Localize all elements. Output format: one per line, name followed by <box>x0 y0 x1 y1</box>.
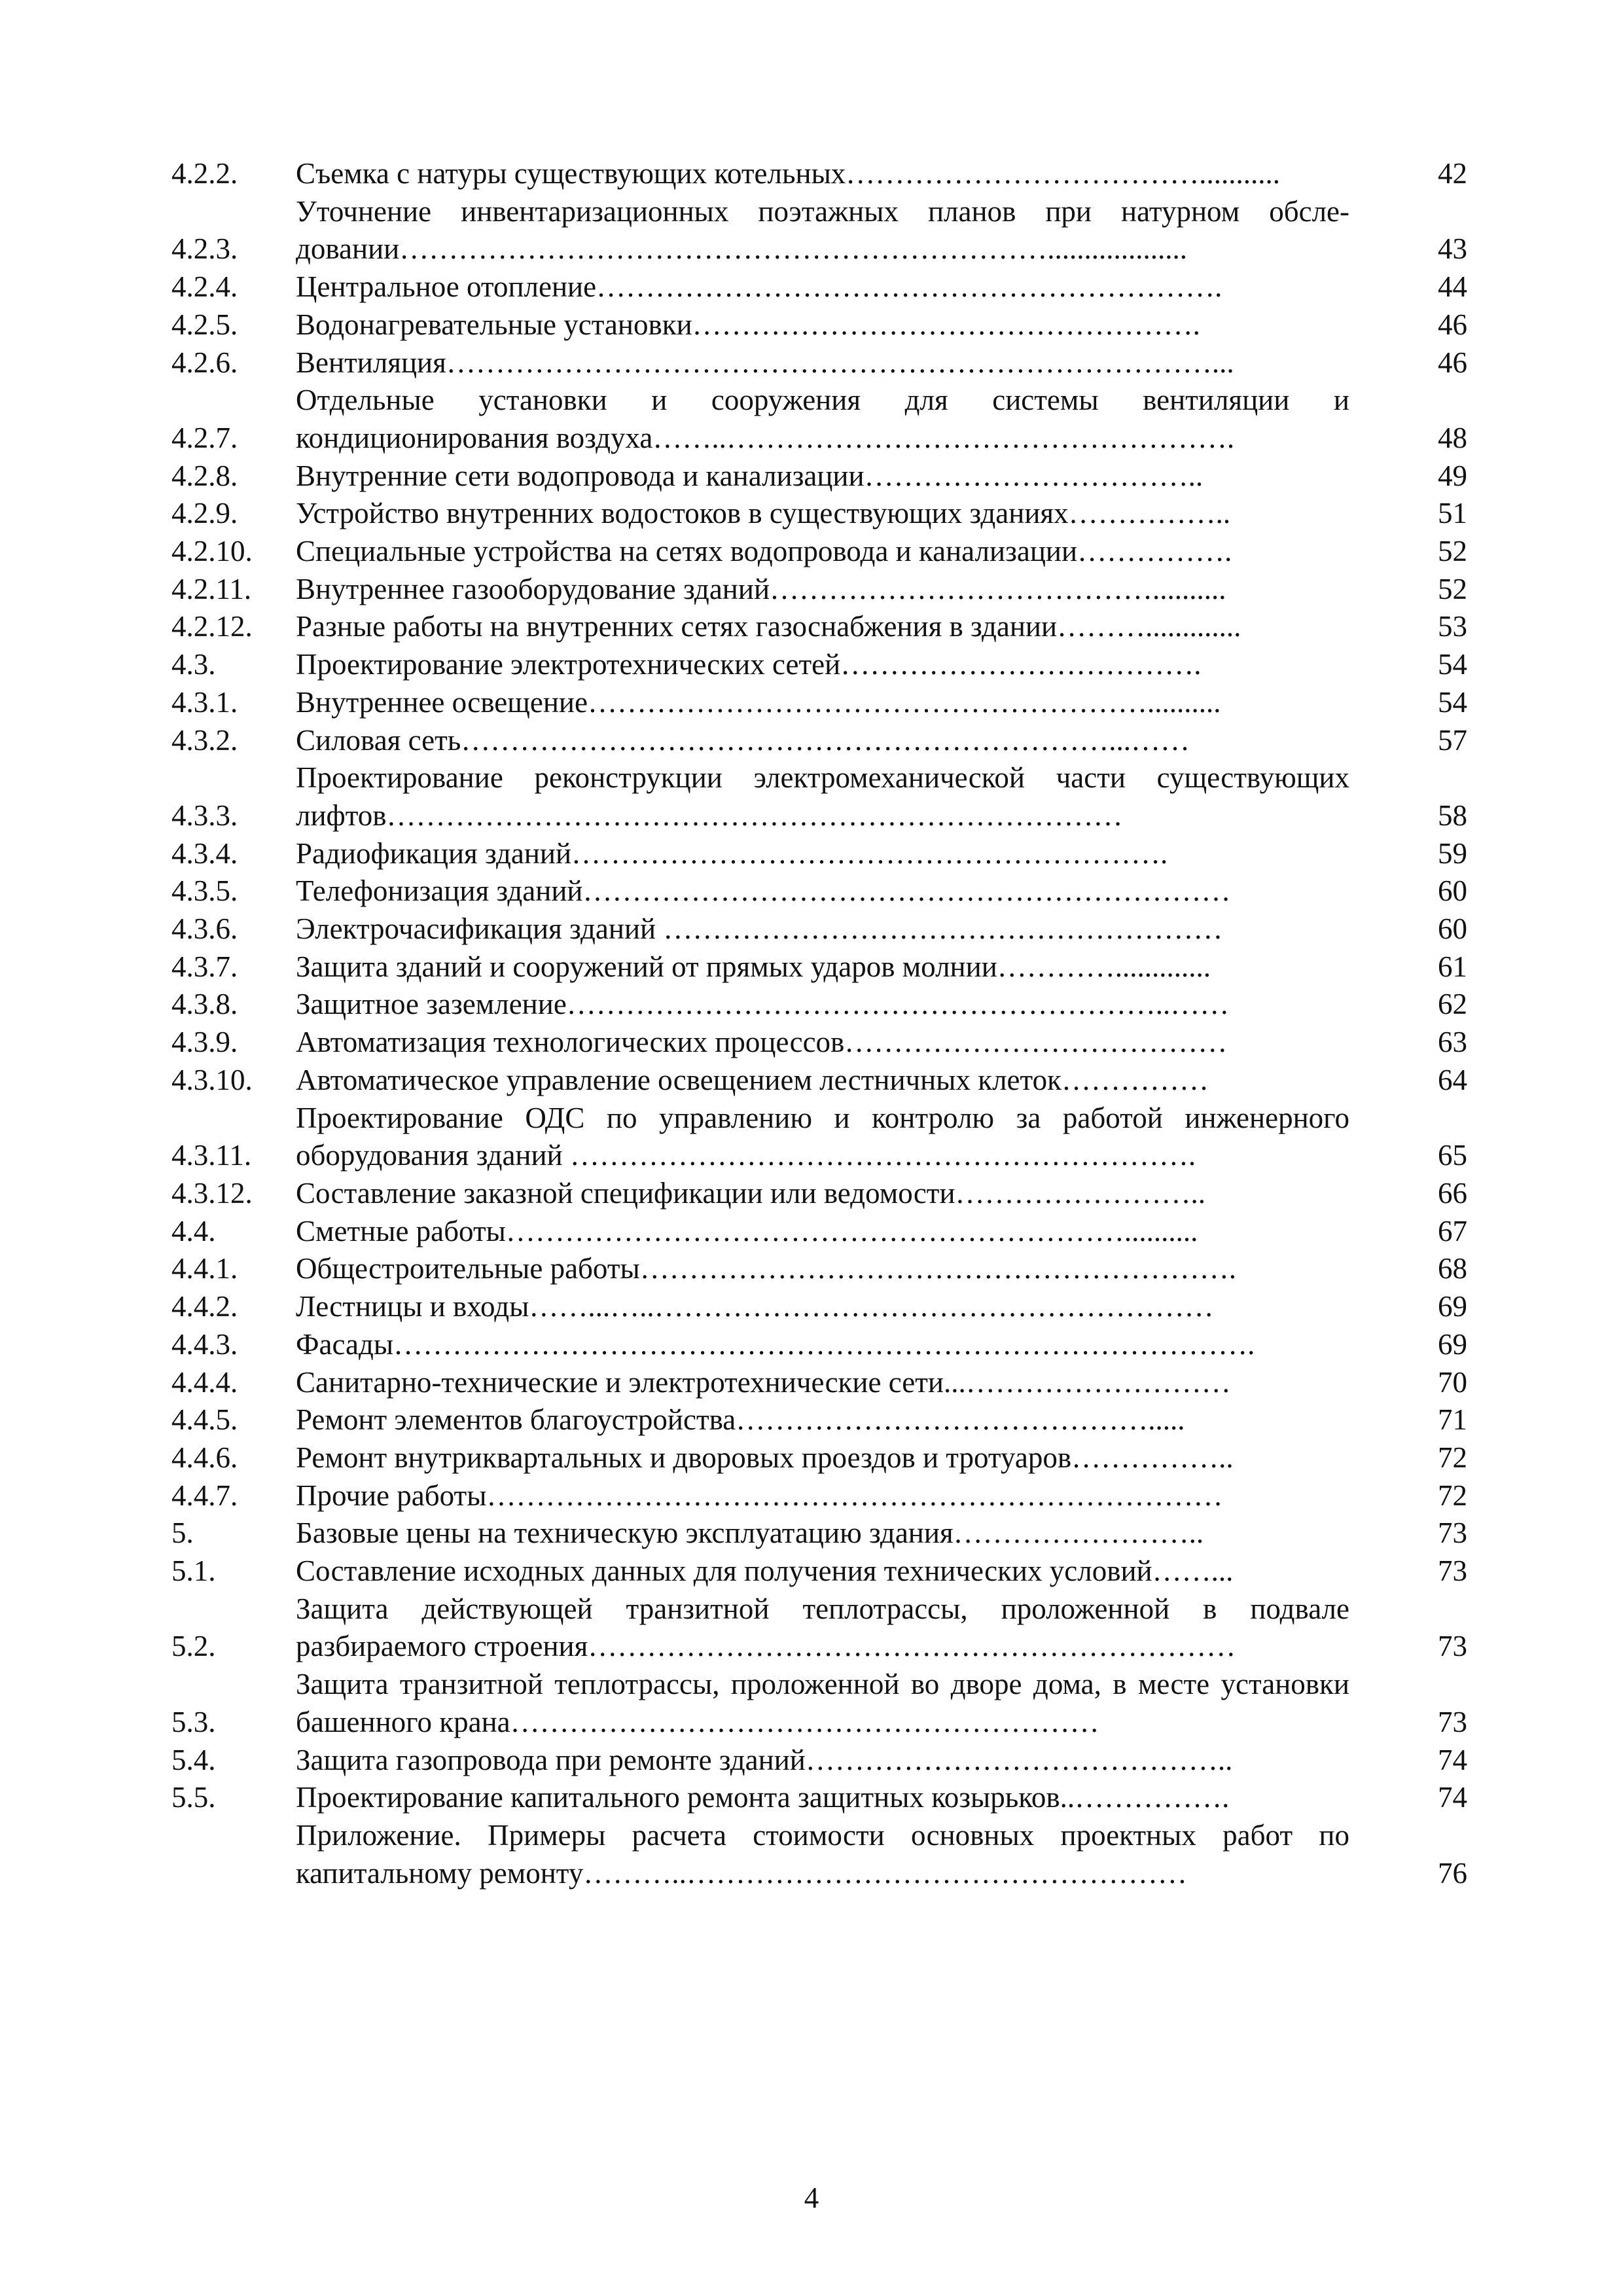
toc-entry-page: 46 <box>1438 308 1467 341</box>
toc-entry-title: Защитное заземление……………………………………………………..…… <box>296 988 1230 1021</box>
toc-entry <box>171 1477 1467 1515</box>
toc-entry-title: Ремонт внутриквартальных и дворовых проездов и тротуаров…………….. <box>296 1441 1234 1474</box>
toc-entry-page: 48 <box>1438 421 1467 454</box>
toc-entry-page: 74 <box>1438 1743 1467 1776</box>
toc-entry-title: Силовая сеть…………………………………………………………...…… <box>296 723 1190 757</box>
toc-entry-title: Внутреннее освещение………………………………………………….......... <box>296 685 1221 719</box>
toc-entry <box>171 344 1467 382</box>
toc-entry-number: 4.3.10. <box>171 1063 253 1096</box>
toc-entry-title: Базовые цены на техническую эксплуатацию здания…………………….. <box>296 1516 1204 1550</box>
toc-entry-page: 58 <box>1438 798 1467 832</box>
toc-entry-page: 76 <box>1438 1856 1467 1890</box>
toc-entry <box>171 1024 1467 1062</box>
toc-entry-title: Специальные устройства на сетях водопровода и канализации……………. <box>296 535 1232 568</box>
toc-entry-number: 5.3. <box>171 1705 216 1738</box>
toc-entry-title: Вентиляция……………………………………………………………………... <box>296 346 1234 379</box>
toc-entry-title: Фасады……………………………………………………………………………. <box>296 1327 1255 1361</box>
toc-entry <box>171 1742 1467 1780</box>
toc-entry-title: Проектирование ОДС по управлению и контролю за работой инженерного оборудования зданий ………………………………………………………. <box>296 1101 1349 1172</box>
toc-entry-title: Радиофикация зданий……………………………………………………. <box>296 836 1168 870</box>
toc-entry-number: 4.3.7. <box>171 950 238 983</box>
toc-entry-number: 4.3. <box>171 648 216 681</box>
toc-entry-title: Проектирование реконструкции электромеханической части существующих лифтов………………………………………………………………… <box>296 761 1349 832</box>
toc-entry <box>171 646 1467 684</box>
toc-entry-title: Прочие работы………………………………………………………………… <box>296 1479 1223 1512</box>
toc-entry-title: Устройство внутренних водостоков в существующих зданиях…………….. <box>296 497 1231 530</box>
toc-entry-number: 4.2.12. <box>171 610 253 643</box>
toc-entry-number: 4.3.5. <box>171 874 238 908</box>
toc-entry <box>171 533 1467 571</box>
toc-entry-title: Водонагревательные установки……………………………………………. <box>296 308 1200 341</box>
toc-entry <box>171 571 1467 609</box>
toc-entry-page: 51 <box>1438 497 1467 530</box>
toc-entry-number: 4.4.2. <box>171 1290 238 1323</box>
toc-entry-page: 73 <box>1438 1554 1467 1588</box>
toc-entry-page: 46 <box>1438 346 1467 379</box>
toc-entry-page: 64 <box>1438 1063 1467 1096</box>
toc-entry <box>171 948 1467 986</box>
toc-entry-page: 66 <box>1438 1176 1467 1210</box>
toc-entry <box>171 1552 1467 1590</box>
toc-entry-page: 72 <box>1438 1479 1467 1512</box>
toc-entry-title: Автоматизация технологических процессов………………………………… <box>296 1026 1228 1059</box>
toc-entry-page: 54 <box>1438 685 1467 719</box>
toc-entry-page: 49 <box>1438 459 1467 492</box>
toc-entry-page: 63 <box>1438 1026 1467 1059</box>
toc-entry <box>171 1326 1467 1364</box>
toc-entry <box>171 608 1467 646</box>
toc-entry-title: Уточнение инвентаризационных поэтажных планов при натурном обследовании…………………………………………………………................... <box>296 194 1349 266</box>
toc-entry-number: 4.4.7. <box>171 1479 238 1512</box>
toc-entry-number: 5.1. <box>171 1554 216 1588</box>
toc-entry-page: 69 <box>1438 1327 1467 1361</box>
toc-entry-number: 4.3.1. <box>171 685 238 719</box>
toc-entry-title: Составление исходных данных для получения технических условий……... <box>296 1554 1234 1588</box>
toc-entry <box>171 684 1467 722</box>
toc-entry-title: Внутреннее газооборудование зданий………………………………….......... <box>296 572 1226 605</box>
toc-entry-page: 67 <box>1438 1214 1467 1247</box>
toc-entry <box>171 1817 1467 1892</box>
toc-entry-page: 52 <box>1438 535 1467 568</box>
toc-entry-number: 5.4. <box>171 1743 216 1776</box>
toc-entry-title: Проектирование электротехнических сетей………………………………. <box>296 648 1202 681</box>
toc-entry <box>171 1062 1467 1100</box>
toc-entry-page: 43 <box>1438 232 1467 266</box>
toc-entry-number: 4.3.4. <box>171 836 238 870</box>
toc-entry <box>171 1175 1467 1213</box>
toc-entry-title: Защита транзитной теплотрассы, проложенной во дворе дома, в месте установки башенного крана…………………………………………………… <box>296 1668 1349 1738</box>
toc-entry-title: Лестницы и входы……...…..………………………………………………… <box>296 1290 1214 1323</box>
toc-entry-page: 73 <box>1438 1516 1467 1550</box>
toc-entry-page: 73 <box>1438 1705 1467 1738</box>
toc-entry-page: 53 <box>1438 610 1467 643</box>
toc-entry-number: 4.3.9. <box>171 1026 238 1059</box>
toc-entry-number: 4.4.5. <box>171 1403 238 1437</box>
toc-entry-number: 4.4.3. <box>171 1327 238 1361</box>
toc-entry <box>171 722 1467 760</box>
toc-entry-number: 4.3.12. <box>171 1176 253 1210</box>
toc-entry-title: Центральное отопление………………………………………………………. <box>296 270 1222 304</box>
table-of-contents <box>171 155 1467 1892</box>
toc-entry-title: Составление заказной спецификации или ведомости…………………….. <box>296 1176 1206 1210</box>
toc-entry-number: 5. <box>171 1516 194 1550</box>
toc-entry-page: 44 <box>1438 270 1467 304</box>
toc-entry <box>171 759 1467 834</box>
toc-entry-title: Отдельные установки и сооружения для системы вентиляции и кондиционирования воздуха……..……………………………………………. <box>296 384 1349 454</box>
toc-entry-title: Проектирование капитального ремонта защитных козырьков..……………. <box>296 1781 1230 1814</box>
toc-entry <box>171 495 1467 533</box>
toc-entry-title: Внутренние сети водопровода и канализации…………………………….. <box>296 459 1204 492</box>
toc-entry <box>171 382 1467 457</box>
toc-entry-page: 71 <box>1438 1403 1467 1437</box>
toc-entry <box>171 155 1467 193</box>
toc-entry-title: Сметные работы……………………………………………………….......... <box>296 1214 1198 1247</box>
toc-entry-number: 4.2.7. <box>171 421 238 454</box>
toc-entry-number: 4.2.3. <box>171 232 238 266</box>
toc-entry-title: Санитарно-технические и электротехнические сети...……………………… <box>296 1365 1231 1399</box>
toc-entry-number: 4.3.6. <box>171 912 238 946</box>
toc-entry <box>171 1401 1467 1439</box>
toc-entry <box>171 1590 1467 1666</box>
toc-entry-number: 4.3.8. <box>171 988 238 1021</box>
toc-entry-number: 4.3.3. <box>171 798 238 832</box>
toc-entry-page: 73 <box>1438 1630 1467 1663</box>
toc-entry <box>171 1100 1467 1175</box>
toc-entry-title: Общестроительные работы……………………………………………………. <box>296 1252 1236 1285</box>
toc-entry-page: 60 <box>1438 912 1467 946</box>
toc-entry-number: 4.2.5. <box>171 308 238 341</box>
toc-entry-title: Разные работы на внутренних сетях газоснабжения в здании………............. <box>296 610 1241 643</box>
toc-entry-page: 57 <box>1438 723 1467 757</box>
toc-entry-page: 68 <box>1438 1252 1467 1285</box>
toc-entry-title: Приложение. Примеры расчета стоимости основных проектных работ по капитальному ремонту………..…………………………………………… <box>296 1818 1349 1890</box>
toc-entry <box>171 1288 1467 1326</box>
toc-entry-title: Съемка с натуры существующих котельных………………………………........... <box>296 157 1281 190</box>
toc-entry-page: 60 <box>1438 874 1467 908</box>
toc-entry <box>171 1666 1467 1741</box>
toc-entry-page: 65 <box>1438 1139 1467 1172</box>
toc-entry-title: Электрочасификация зданий ………………………………………………… <box>296 912 1223 946</box>
toc-entry <box>171 910 1467 948</box>
toc-entry-number: 4.4. <box>171 1214 216 1247</box>
toc-entry-number: 5.2. <box>171 1630 216 1663</box>
toc-entry <box>171 268 1467 306</box>
toc-entry <box>171 193 1467 268</box>
toc-entry <box>171 1364 1467 1402</box>
toc-entry-number: 5.5. <box>171 1781 216 1814</box>
toc-entry-page: 59 <box>1438 836 1467 870</box>
toc-entry-page: 42 <box>1438 157 1467 190</box>
toc-entry-title: Защита зданий и сооружений от прямых ударов молнии…………............. <box>296 950 1211 983</box>
toc-entry-number: 4.2.4. <box>171 270 238 304</box>
toc-entry-title: Телефонизация зданий………………………………………………………… <box>296 874 1231 908</box>
toc-entry-number: 4.2.11. <box>171 572 252 605</box>
toc-entry-number: 4.4.6. <box>171 1441 238 1474</box>
toc-entry <box>171 835 1467 873</box>
toc-entry-page: 61 <box>1438 950 1467 983</box>
toc-entry-number: 4.2.2. <box>171 157 238 190</box>
toc-entry-page: 69 <box>1438 1290 1467 1323</box>
toc-entry <box>171 1439 1467 1477</box>
toc-entry-number: 4.2.8. <box>171 459 238 492</box>
toc-entry-title: Защита действующей транзитной теплотрассы, проложенной в подвале разбираемого строения………………………………………………………… <box>296 1592 1349 1663</box>
toc-entry-number: 4.3.2. <box>171 723 238 757</box>
toc-entry-page: 72 <box>1438 1441 1467 1474</box>
toc-entry <box>171 986 1467 1024</box>
toc-entry-number: 4.2.6. <box>171 346 238 379</box>
toc-entry-number: 4.3.11. <box>171 1139 252 1172</box>
toc-entry-number: 4.4.1. <box>171 1252 238 1285</box>
toc-entry-title: Автоматическое управление освещением лестничных клеток…………… <box>296 1063 1209 1096</box>
toc-entry <box>171 1250 1467 1288</box>
page-number: 4 <box>804 2181 819 2214</box>
toc-entry-number: 4.2.10. <box>171 535 253 568</box>
toc-entry <box>171 457 1467 495</box>
toc-entry-title: Защита газопровода при ремонте зданий…………………………………….. <box>296 1743 1233 1776</box>
toc-entry-number: 4.2.9. <box>171 497 238 530</box>
toc-entry-page: 52 <box>1438 572 1467 605</box>
toc-entry <box>171 1213 1467 1251</box>
toc-entry-number: 4.4.4. <box>171 1365 238 1399</box>
toc-entry-page: 62 <box>1438 988 1467 1021</box>
toc-entry <box>171 1779 1467 1817</box>
toc-entry-page: 70 <box>1438 1365 1467 1399</box>
toc-entry <box>171 872 1467 910</box>
toc-entry <box>171 306 1467 344</box>
toc-entry-page: 74 <box>1438 1781 1467 1814</box>
toc-entry-page: 54 <box>1438 648 1467 681</box>
toc-entry-title: Ремонт элементов благоустройства……………………………………..... <box>296 1403 1185 1437</box>
toc-entry <box>171 1515 1467 1552</box>
